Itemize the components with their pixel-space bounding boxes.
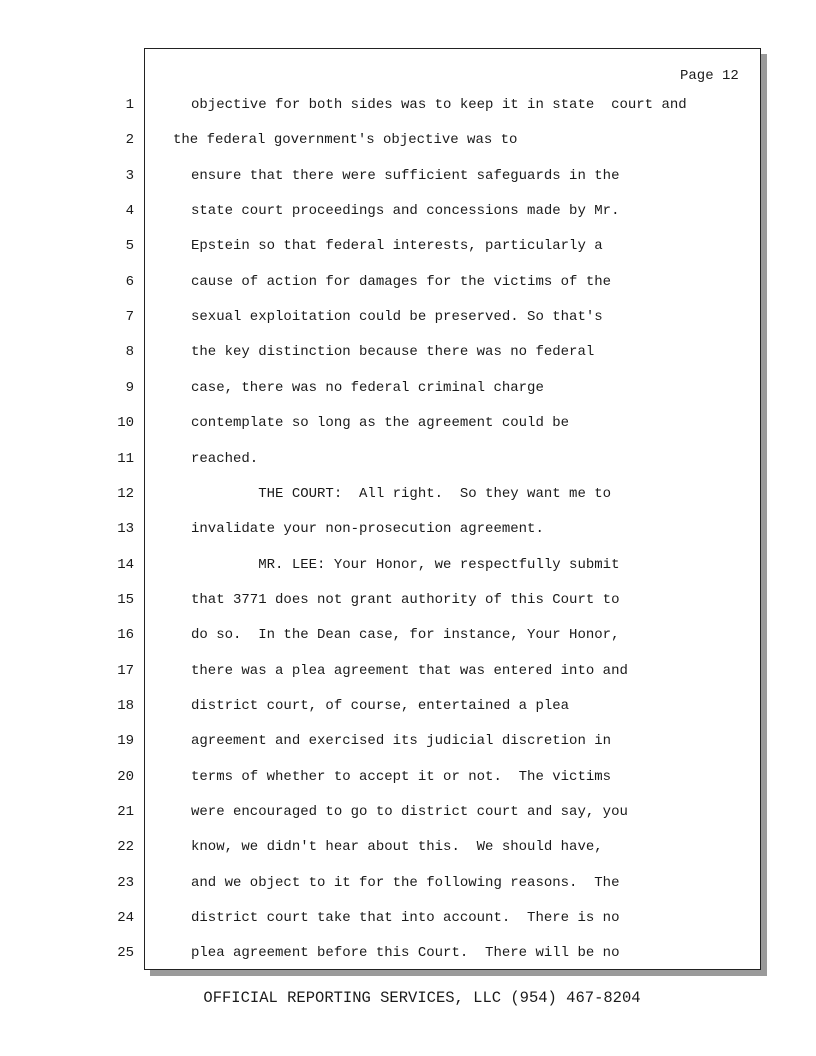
line-number: 7 <box>125 309 134 326</box>
line-number: 13 <box>117 521 134 538</box>
line-number: 15 <box>117 591 134 608</box>
line-number: 20 <box>117 768 134 785</box>
line-number: 21 <box>117 804 134 820</box>
transcript-line: agreement and exercised its judicial discretion in <box>191 733 612 750</box>
line-number: 22 <box>117 839 134 856</box>
transcript-line: do so. In the Dean case, for instance, Your Honor, <box>191 627 620 644</box>
transcript-line: contemplate so long as the agreement could be <box>191 415 570 432</box>
line-number: 9 <box>125 379 134 396</box>
transcript-line: the federal government's objective was to <box>173 132 518 149</box>
transcript-line: district court take that into account. There is no <box>191 910 620 927</box>
transcript-line: state court proceedings and concessions made by Mr. <box>191 203 620 220</box>
line-number: 25 <box>117 945 134 962</box>
transcript-line: plea agreement before this Court. There will be no <box>191 945 620 962</box>
line-number: 6 <box>125 273 134 290</box>
transcript-line: terms of whether to accept it or not. The victims <box>191 768 612 785</box>
footer-reporter-info: OFFICIAL REPORTING SERVICES, LLC (954) 467-8204 <box>203 989 641 1007</box>
page-number: Page 12 <box>680 68 739 84</box>
transcript-line: there was a plea agreement that was entered into and <box>191 662 628 679</box>
transcript-line: reached. <box>191 450 259 467</box>
line-number: 3 <box>125 167 134 184</box>
transcript-line: MR. LEE: Your Honor, we respectfully submit <box>191 556 620 573</box>
line-number: 5 <box>125 238 134 255</box>
line-number: 19 <box>117 733 134 750</box>
transcript-line: Epstein so that federal interests, particularly a <box>191 238 603 255</box>
line-number: 18 <box>117 697 134 714</box>
transcript-line: and we object to it for the following reasons. The <box>191 874 620 891</box>
line-number: 12 <box>117 485 134 502</box>
transcript-line: objective for both sides was to keep it in state court and <box>191 97 687 113</box>
transcript-line: THE COURT: All right. So they want me to <box>191 485 612 502</box>
transcript-line: that 3771 does not grant authority of this Court to <box>191 591 620 608</box>
transcript-line: were encouraged to go to district court and say, you <box>191 804 628 820</box>
transcript-line: sexual exploitation could be preserved. So that's <box>191 309 603 326</box>
line-number: 2 <box>125 132 134 149</box>
line-number: 1 <box>125 97 134 113</box>
line-number: 17 <box>117 662 134 679</box>
line-number: 8 <box>125 344 134 361</box>
transcript-line: case, there was no federal criminal charge <box>191 379 544 396</box>
transcript-line: district court, of course, entertained a plea <box>191 697 570 714</box>
line-number: 16 <box>117 627 134 644</box>
line-number: 10 <box>117 415 134 432</box>
transcript-line: the key distinction because there was no federal <box>191 344 595 361</box>
transcript-page <box>144 48 761 970</box>
line-number: 23 <box>117 874 134 891</box>
transcript-line: ensure that there were sufficient safeguards in the <box>191 167 620 184</box>
line-number: 11 <box>117 450 134 467</box>
line-number: 4 <box>125 203 134 220</box>
line-number: 14 <box>117 556 134 573</box>
transcript-line: know, we didn't hear about this. We should have, <box>191 839 603 856</box>
transcript-line: invalidate your non-prosecution agreement. <box>191 521 544 538</box>
line-number: 24 <box>117 910 134 927</box>
transcript-line: cause of action for damages for the victims of the <box>191 273 612 290</box>
